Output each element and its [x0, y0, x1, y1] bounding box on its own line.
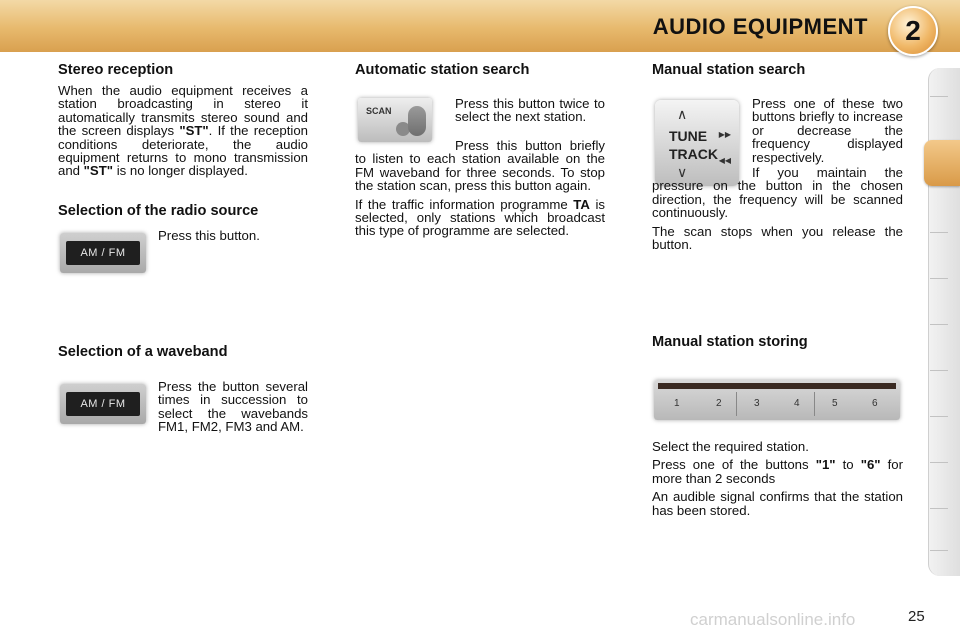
page-number: 25 — [908, 608, 925, 625]
auto-search-p1: Press this button twice to select the next station. — [455, 96, 605, 125]
rotary-knob-icon — [408, 106, 426, 136]
waveband-text: Press the button several times in succession to select the wavebands FM1, FM2, FM3 and AM. — [158, 379, 308, 435]
storing-heading: Manual station storing — [652, 334, 808, 350]
manual-search-p1-block: Press one of these two buttons briefly to increase or decrease the frequency displayed respectively. — [752, 96, 903, 165]
header-title: AUDIO EQUIPMENT — [652, 14, 868, 39]
watermark: carmanualsonline.info — [690, 610, 856, 629]
source-text: Press this button. — [158, 228, 260, 243]
manual-search-heading: Manual station search — [652, 62, 806, 78]
prev-icon: ◀◀ — [718, 156, 731, 165]
source-heading: Selection of the radio source — [58, 203, 259, 219]
stereo-text: When the audio equipment receives a station broadcasting in stereo it automatically transmits stereo sound and the screen displays "ST". If the reception conditions deteriorate, the audio equipment returns to mono transmission and "ST" is no longer displayed. — [58, 83, 308, 179]
amfm-button-image-2: AM / FM — [60, 384, 146, 424]
manual-search-text: If you maintain the pressure on the button in the chosen direction, the frequency will be scanned continuously. The scan stops when you release the button. — [652, 165, 903, 253]
next-icon: ▶▶ — [718, 130, 731, 139]
tune-track-image: ∧ TUNE TRACK ∨ ▶▶ ◀◀ — [655, 100, 739, 186]
storing-text: Select the required station. Press one of the buttons "1" to "6" for more than 2 seconds An audible signal confirms that the station has been stored. — [652, 439, 903, 518]
chapter-badge: 2 — [888, 6, 938, 56]
auto-search-text: Press this button briefly to listen to each station available on the FM waveband for three seconds. To stop the station scan, press this button again. If the traffic information programme TA is selected, only stations which broadcast this type of programme are selected. — [355, 138, 605, 239]
stereo-heading: Stereo reception — [58, 62, 174, 78]
preset-buttons-image: 1 2 3 4 5 6 — [654, 380, 900, 420]
auto-search-heading: Automatic station search — [355, 62, 530, 78]
page-header — [0, 0, 960, 52]
scan-button-image: SCAN — [358, 98, 432, 142]
waveband-heading: Selection of a waveband — [58, 344, 228, 360]
up-arrow-icon: ∧ — [677, 106, 688, 122]
amfm-button-image: AM / FM — [60, 233, 146, 273]
down-arrow-icon: ∨ — [677, 164, 688, 180]
active-chapter-tab[interactable] — [924, 140, 960, 186]
